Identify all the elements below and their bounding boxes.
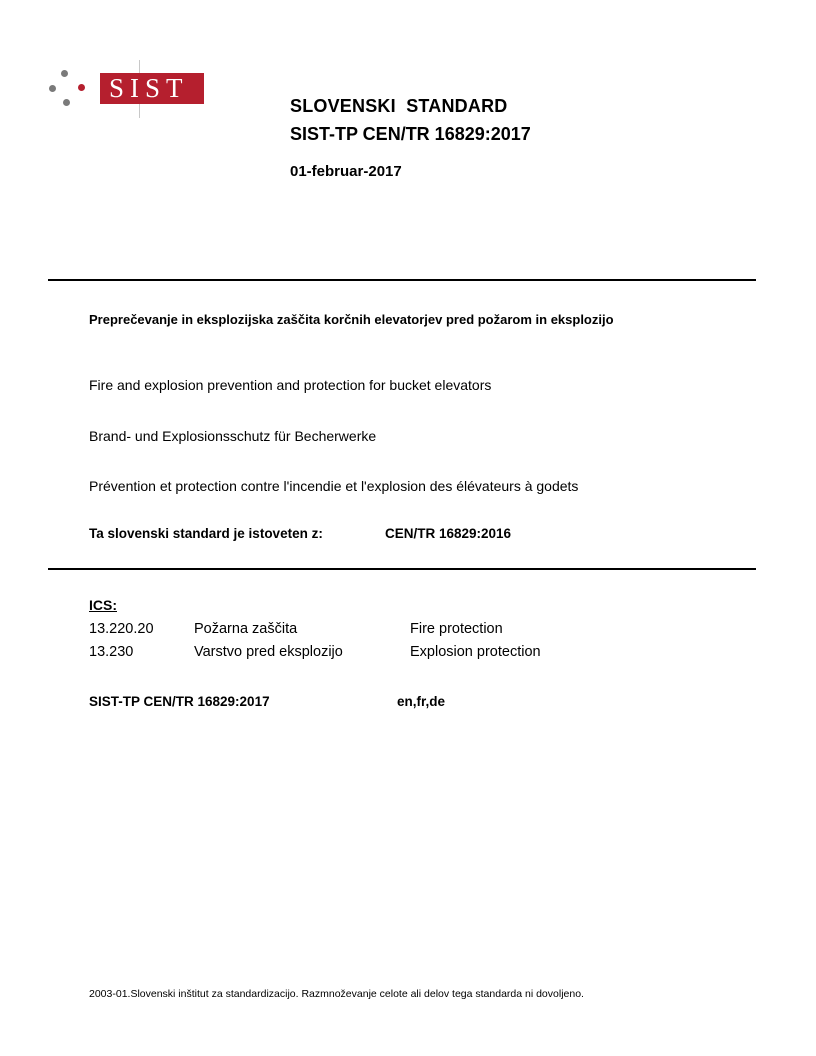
standard-number: SIST-TP CEN/TR 16829:2017 — [290, 124, 531, 144]
reference-languages: en,fr,de — [397, 694, 446, 709]
ics-slovenian: Požarna zaščita — [194, 621, 298, 637]
logo-dot-left — [49, 85, 56, 92]
title-french: Prévention et protection contre l'incendie et l'explosion des élévateurs à godets — [89, 478, 579, 494]
publication-date: 01-februar-2017 — [290, 163, 402, 180]
copyright-footer: 2003-01.Slovenski inštitut za standardizacijo. Razmnoževanje celote ali delov tega standarda ni dovoljeno. — [89, 988, 584, 1000]
ics-slovenian: Varstvo pred eksplozijo — [194, 644, 343, 660]
reference-number: SIST-TP CEN/TR 16829:2017 — [89, 694, 270, 709]
logo-dot-top — [61, 70, 68, 77]
ics-code: 13.230 — [89, 644, 134, 660]
ics-english: Explosion protection — [410, 644, 541, 660]
standard-type: SLOVENSKI STANDARD — [290, 96, 508, 116]
top-rule — [48, 279, 756, 281]
title-german: Brand- und Explosionsschutz für Becherwerke — [89, 428, 377, 444]
title-english: Fire and explosion prevention and protection for bucket elevators — [89, 377, 492, 393]
identity-label: Ta slovenski standard je istoveten z: — [89, 526, 323, 541]
ics-heading: ICS: — [89, 597, 117, 613]
identity-value: CEN/TR 16829:2016 — [385, 526, 512, 541]
logo-dot-red — [78, 84, 85, 91]
middle-rule — [48, 568, 756, 570]
title-slovenian: Preprečevanje in eksplozijska zaščita korčnih elevatorjev pred požarom in eksplozijo — [89, 312, 614, 327]
ics-english: Fire protection — [410, 621, 503, 637]
logo-wordmark: SIST — [100, 73, 204, 104]
ics-code: 13.220.20 — [89, 621, 154, 637]
logo-dot-bottom — [63, 99, 70, 106]
